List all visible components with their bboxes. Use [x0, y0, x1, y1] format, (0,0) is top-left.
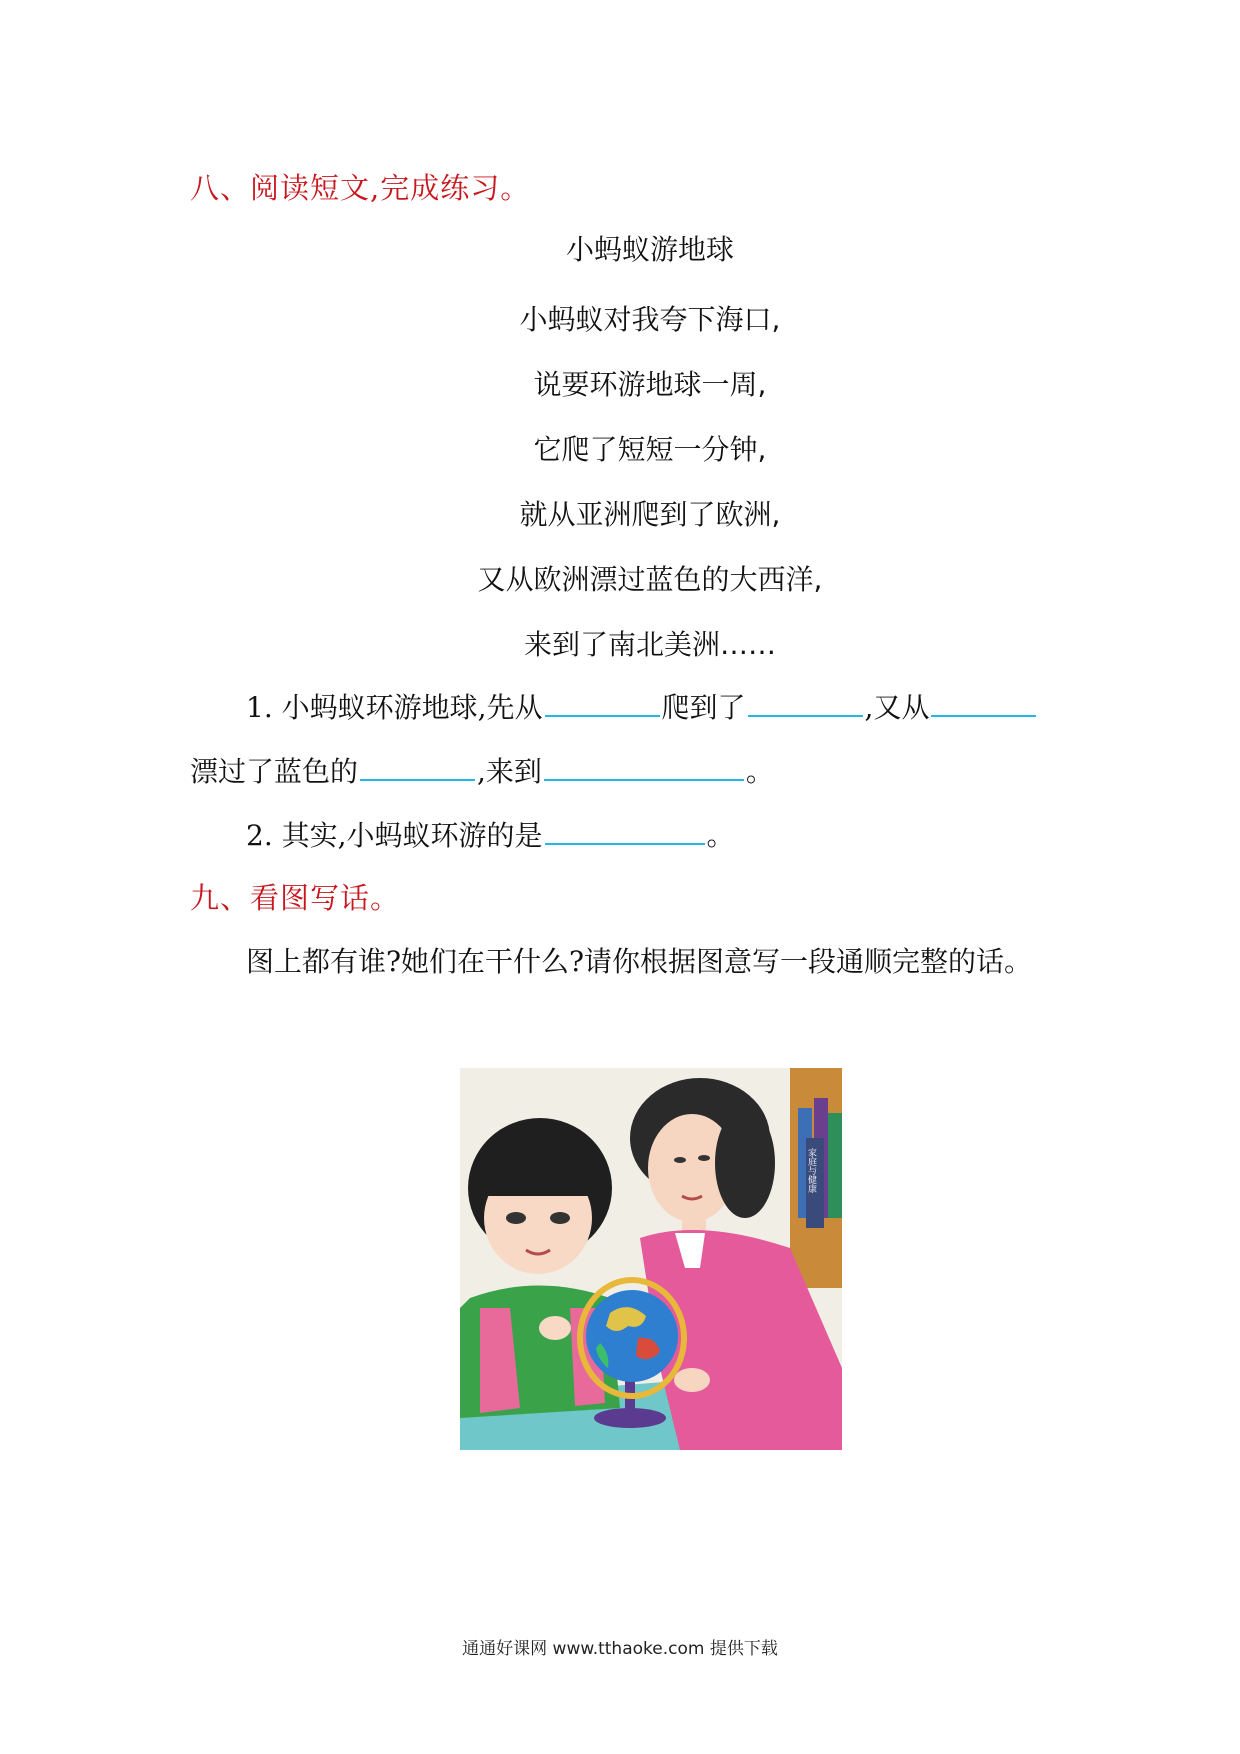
poem-line-6: 来到了南北美洲…… [523, 628, 776, 661]
footer-credit: 通通好课网 www.tthaoke.com 提供下载 [462, 1639, 778, 1659]
illustration-girl-mother-globe [460, 1068, 842, 1450]
poem-line-3: 它爬了短短一分钟, [533, 433, 767, 466]
picture-writing-prompt: 图上都有谁?她们在干什么?请你根据图意写一段通顺完整的话。 [246, 945, 1033, 978]
question-1-text-f: 。 [745, 755, 774, 788]
illustration-svg [460, 1068, 842, 1450]
question-2 [246, 814, 735, 854]
poem-line-2: 说要环游地球一周, [533, 368, 767, 401]
question-1-text-e: ,来到 [477, 755, 542, 788]
question-2-text-b: 。 [706, 819, 735, 852]
question-1-line-1 [246, 686, 1038, 726]
answer-blank-to[interactable] [748, 714, 863, 717]
answer-blank-again-from[interactable] [931, 714, 1036, 717]
answer-blank-actual[interactable] [545, 842, 705, 845]
question-1-text-b: 爬到了 [661, 691, 746, 724]
answer-blank-ocean[interactable] [360, 778, 475, 781]
question-1-text-c: ,又从 [864, 691, 930, 724]
poem-line-4: 就从亚洲爬到了欧洲, [519, 498, 781, 531]
question-2-text-a: 2. 其实,小蚂蚁环游的是 [246, 819, 543, 852]
poem-line-5: 又从欧洲漂过蓝色的大西洋, [477, 563, 823, 596]
poem-title: 小蚂蚁游地球 [565, 233, 734, 266]
answer-blank-from[interactable] [545, 714, 660, 717]
answer-blank-arrive[interactable] [544, 778, 744, 781]
question-1-text-a: 1. 小蚂蚁环游地球,先从 [246, 691, 543, 724]
section-9-heading: 九、看图写话。 [190, 881, 401, 915]
book-spine-text: 家庭与健康 [806, 1148, 816, 1193]
section-8-heading: 八、阅读短文,完成练习。 [190, 171, 531, 205]
poem-line-1: 小蚂蚁对我夸下海口, [519, 303, 781, 336]
question-1-line-2 [190, 750, 774, 790]
question-1-text-d: 漂过了蓝色的 [190, 755, 359, 788]
globe-icon [586, 1290, 678, 1382]
